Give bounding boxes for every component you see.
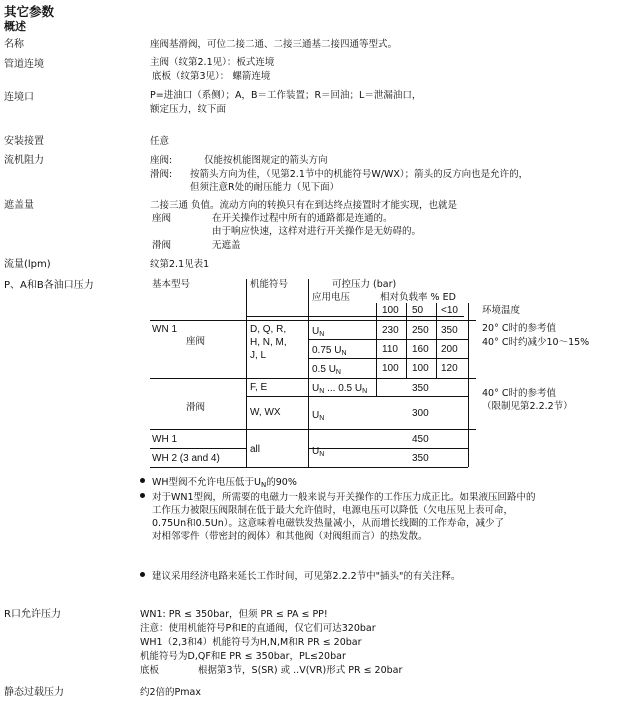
volt-wh-un: $U_N$ [312, 446, 325, 458]
volt-075un: 0.75 $U_N$ [312, 345, 347, 357]
volt-05un: 0.5 $U_N$ [312, 364, 341, 376]
cover-line-1: 二接三通 负值。流动方向的转换只有在到达终点接置时才能实现，也就是 [150, 200, 458, 211]
cell-100a: 100 [382, 363, 399, 374]
table-line [468, 303, 469, 467]
static-value: 约2倍的Pmax [140, 687, 201, 698]
mount-value: 任意 [150, 136, 170, 147]
volt-range: $U_N$ ... 0.5 $U_N$ [312, 383, 368, 395]
flow-label: 流机阻力 [4, 155, 44, 166]
th-duty-50: 50 [412, 305, 424, 316]
table-line [150, 467, 468, 468]
cell-120: 120 [441, 363, 458, 374]
func-w: W, WX [250, 407, 281, 418]
func-1c: J, L [250, 350, 267, 361]
th-type: 基本型号 [152, 279, 191, 290]
cover-slide-key: 滑阀 [152, 240, 172, 251]
table-line [150, 320, 476, 321]
env-2b: （限制见第2.2.2节） [482, 401, 573, 412]
th-ctrl: 可控压力 (bar) [332, 279, 397, 290]
th-volt: 应用电压 [312, 292, 351, 303]
table-line [150, 429, 476, 430]
env-1a: 20° C时的参考值 [482, 323, 556, 334]
pipe-value-2: 底板（纹第3见）： 螺箭连境 [152, 71, 271, 82]
table-line [308, 358, 468, 359]
r-port-line-1: WN1: PR ≤ 350bar，但须 PR ≤ PA ≤ PP! [140, 609, 328, 620]
static-label: 静态过载压力 [4, 687, 64, 698]
th-duty-100: 100 [382, 305, 399, 316]
cell-200: 200 [441, 344, 458, 355]
flow-slide-key: 滑阀: [150, 169, 173, 180]
pipe-value-1: 主阀（纹第2.1见）：板式连境 [150, 57, 275, 68]
table-line [376, 303, 377, 396]
func-1b: H, N, M, [250, 337, 287, 348]
cover-line-4: 无遮盖 [212, 240, 241, 251]
type-slide: 滑阀 [186, 402, 206, 413]
cell-350: 350 [441, 325, 458, 336]
bullet-2-line-3: 0.75Un和0.5Un）。这意味着电磁铁发热量减小，从而增长线圈的工作寿命，减少了 [152, 518, 504, 529]
port-value-2: 额定压力，纹下面 [150, 104, 227, 115]
cell-w-300: 300 [412, 408, 429, 419]
type-wn1: WN 1 [152, 324, 177, 335]
cell-100b: 100 [412, 363, 429, 374]
r-port-baseplate-key: 底板 [140, 665, 160, 676]
func-1a: D, Q, R, [250, 324, 287, 335]
cell-250: 250 [412, 325, 429, 336]
bullet-2: 对于WN1型阀，所需要的电磁力一般来说与开关操作的工作压力成正比。如果液压回路中的 [140, 492, 536, 504]
volt-w-un: $U_N$ [312, 410, 325, 422]
section-title: 概述 [4, 20, 26, 33]
th-env: 环境温度 [482, 305, 521, 316]
r-port-line-4: 机能符号为D,QF和E PR ≤ 350bar，PL≤20bar [140, 651, 346, 662]
func-fe: F, E [250, 382, 268, 393]
func-all: all [250, 444, 261, 455]
r-port-line-2: 注意：使用机能符号P和E的直通阀，仅它们可达320bar [140, 623, 376, 634]
pressure-label: P、A和B各油口压力 [4, 280, 94, 291]
flow-seat-key: 座阀: [150, 155, 173, 166]
table-line [308, 448, 468, 449]
port-value-1: P=进油口（系侧）；A，B＝工作装置；R＝回油；L＝泄漏油口， [150, 90, 422, 101]
table-line [246, 396, 468, 397]
table-line [406, 303, 407, 378]
type-wh1: WH 1 [152, 434, 177, 445]
cell-110: 110 [382, 344, 398, 355]
flowrate-value: 纹第2.1见表1 [150, 259, 210, 270]
table-line [308, 339, 468, 340]
pipe-label: 管道连境 [4, 59, 44, 70]
volt-un: $U_N$ [312, 326, 325, 338]
cell-160: 160 [412, 344, 429, 355]
table-line [436, 303, 437, 378]
cell-fe-350: 350 [412, 383, 429, 394]
table-line [308, 279, 309, 467]
r-port-label: R口允许压力 [4, 609, 61, 620]
cover-line-3: 由于响应快速，这样对进行开关操作是无妨碍的。 [212, 226, 422, 237]
env-1b: 40° C时约减少10～15% [482, 337, 590, 348]
name-label: 名称 [4, 39, 24, 50]
cover-line-2: 在开关操作过程中所有的通路都是连通的。 [212, 213, 393, 224]
flow-slide-value: 按箭头方向为佳，（见第2.1节中的机能符号W/WX）；箭头的反方向也是允许的， [190, 169, 529, 180]
r-port-line-5: 根据第3节，S(SR) 或 ..V(VR)形式 PR ≤ 20bar [198, 665, 403, 676]
bullet-3: 建议采用经济电路来延长工作时间，可见第2.2.2节中"插头"的有关注释。 [140, 571, 460, 583]
flow-slide-value-2: 但须注意R处的耐压能力（见下面） [190, 182, 340, 193]
cover-label: 遮盖量 [4, 200, 34, 211]
bullet-1: WH型阀不允许电压低于$U_N$的90% [140, 477, 297, 491]
page-title: 其它参数 [4, 4, 55, 19]
flowrate-label: 流量(lpm) [4, 259, 51, 270]
mount-label: 安装接置 [4, 136, 44, 147]
table-line [150, 378, 476, 379]
table-line [246, 316, 464, 317]
cell-wh-450: 450 [412, 434, 429, 445]
th-func: 机能符号 [250, 279, 289, 290]
table-line [150, 448, 246, 449]
type-wh2: WH 2 (3 and 4) [152, 453, 220, 464]
cell-230: 230 [382, 325, 399, 336]
port-label: 连境口 [4, 92, 34, 103]
flow-seat-value: 仅能按机能图规定的箭头方向 [204, 155, 328, 166]
name-value: 座阀基滑阀，可位二接二通、二接三通基二接四通等型式。 [150, 39, 398, 50]
cell-wh-350: 350 [412, 453, 429, 464]
r-port-line-3: WH1（2,3和4）机能符号为H,N,M和R PR ≤ 20bar [140, 637, 362, 648]
env-2a: 40° C时的参考值 [482, 388, 556, 399]
cover-seat-key: 座阀 [152, 213, 172, 224]
type-seat: 座阀 [186, 336, 206, 347]
bullet-2-line-2: 工作压力被限压阀限制在低于最大允许值时，电源电压可以降低（欠电压见上表可命， [152, 505, 514, 516]
th-duty: 相对负载率 % ED [380, 292, 456, 303]
table-line [246, 279, 247, 467]
bullet-2-line-4: 对相邻零件（带密封的阀体）和其他阀（对阀组而言）的热发散。 [152, 531, 428, 542]
th-duty-10: <10 [441, 305, 458, 316]
